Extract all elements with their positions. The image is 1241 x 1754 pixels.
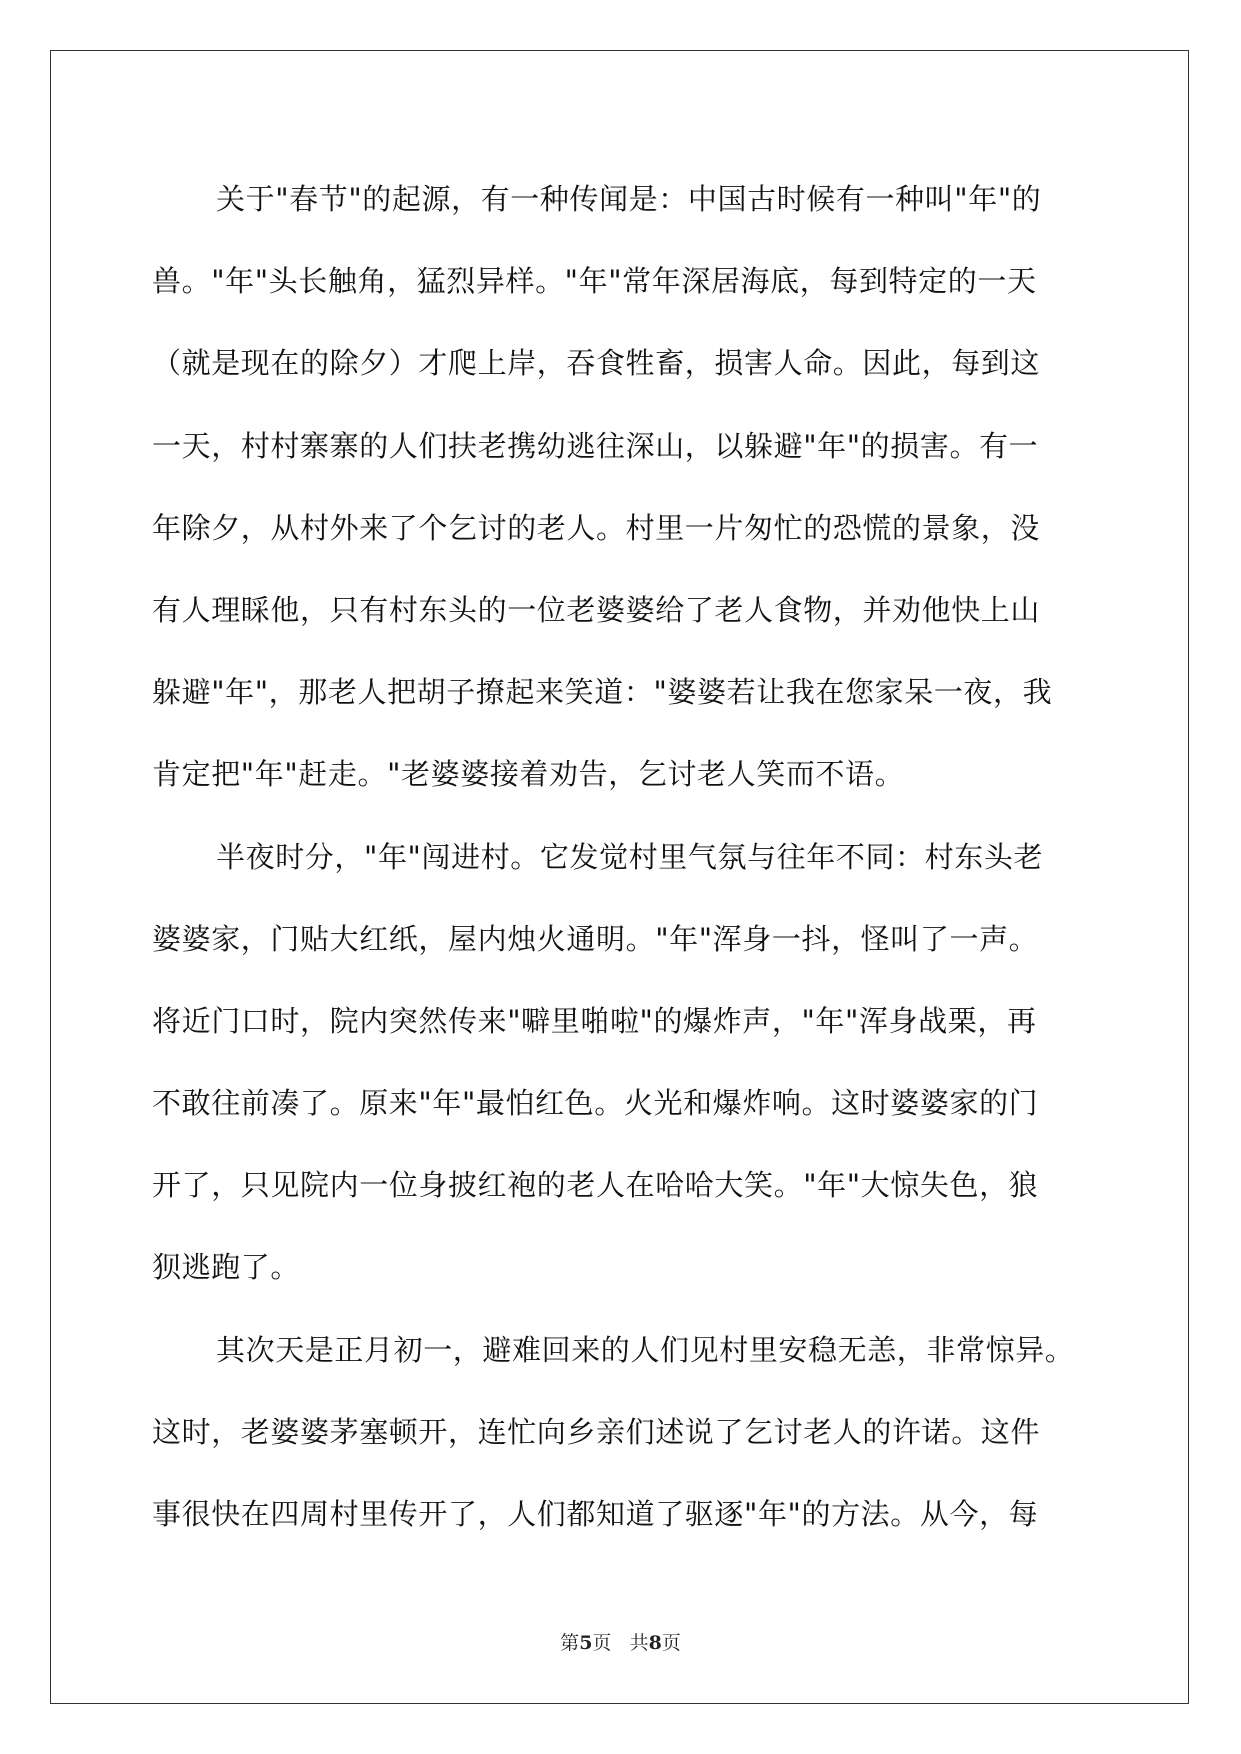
- total-suffix: 页: [661, 1632, 681, 1654]
- text-line: 开了，只见院内一位身披红袍的老人在哈哈大笑。"年"大惊失色，狼: [152, 1168, 1039, 1203]
- text-line: 这时，老婆婆茅塞顿开，连忙向乡亲们述说了乞讨老人的许诺。这件: [152, 1414, 1041, 1449]
- page-footer: [0, 1628, 1241, 1655]
- text-line: 其次天是正月初一，避难回来的人们见村里安稳无恙，非常惊异。: [216, 1332, 1075, 1367]
- text-line: 狈逃跑了。: [152, 1250, 301, 1285]
- text-line: 兽。"年"头长触角，猛烈异样。"年"常年深居海底，每到特定的一天: [152, 264, 1037, 299]
- text-line: 年除夕，从村外来了个乞讨的老人。村里一片匆忙的恐慌的景象，没: [152, 510, 1041, 545]
- total-pages: 8: [648, 1632, 662, 1654]
- total-prefix: 共: [629, 1632, 649, 1654]
- text-line: 婆婆家，门贴大红纸，屋内烛火通明。"年"浑身一抖，怪叫了一声。: [152, 921, 1039, 956]
- text-line: 半夜时分，"年"闯进村。它发觉村里气氛与往年不同：村东头老: [216, 839, 1044, 874]
- text-line: 事很快在四周村里传开了，人们都知道了驱逐"年"的方法。从今，每: [152, 1497, 1039, 1531]
- text-line: 将近门口时，院内突然传来"噼里啪啦"的爆炸声，"年"浑身战栗，再: [152, 1003, 1037, 1038]
- page-prefix: 第: [560, 1632, 580, 1654]
- text-line: 关于"春节"的起源，有一种传闻是：中国古时候有一种叫"年"的: [216, 182, 1042, 216]
- text-line: 躲避"年"，那老人把胡子撩起来笑道："婆婆若让我在您家呆一夜，我: [152, 675, 1053, 710]
- text-line: 一天，村村寨寨的人们扶老携幼逃往深山，以躲避"年"的损害。有一: [152, 428, 1039, 463]
- text-line: 肯定把"年"赶走。"老婆婆接着劝告，乞讨老人笑而不语。: [152, 757, 905, 792]
- text-line: （就是现在的除夕）才爬上岸，吞食牲畜，损害人命。因此，每到这: [152, 346, 1041, 381]
- text-line: 有人理睬他，只有村东头的一位老婆婆给了老人食物，并劝他快上山: [152, 592, 1041, 627]
- page-suffix: 页: [592, 1632, 612, 1654]
- page-number: 5: [579, 1632, 593, 1654]
- text-line: 不敢往前凑了。原来"年"最怕红色。火光和爆炸响。这时婆婆家的门: [152, 1086, 1039, 1121]
- document-body: [152, 158, 1092, 1555]
